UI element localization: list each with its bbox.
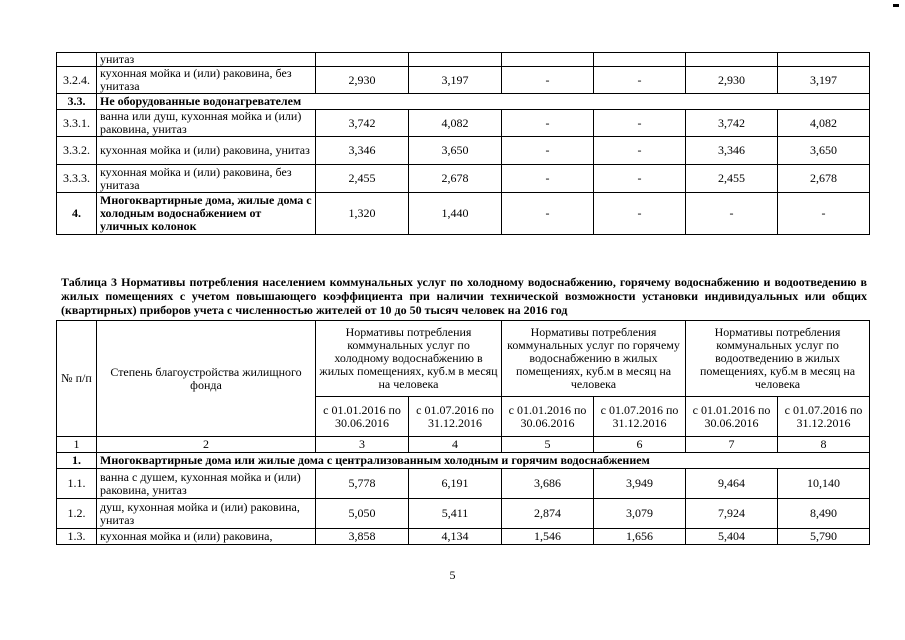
column-number: 2 xyxy=(97,437,316,453)
column-number: 6 xyxy=(594,437,686,453)
table-caption: Таблица 3 Нормативы потребления населением коммунальных услуг по холодному водоснабжению, горячему водоснабжению и водоотведению в жилых помещениях с учетом повышающего коэффициента при наличии технической возможности установки индивидуальных или общих (квартирных) приборов учета с численностью жителей от 10 до 50 тысяч человек на 2016 год xyxy=(61,275,867,317)
value-cell: 1,656 xyxy=(594,529,686,545)
row-desc: унитаз xyxy=(97,53,316,67)
value-cell: 6,191 xyxy=(409,469,502,499)
value-cell: - xyxy=(502,193,594,235)
row-num: 3.3. xyxy=(57,94,97,110)
value-cell: 2,874 xyxy=(502,499,594,529)
value-cell: 3,650 xyxy=(409,137,502,165)
value-cell: 2,930 xyxy=(316,67,409,94)
table-row xyxy=(57,67,870,94)
row-desc: ванна или душ, кухонная мойка и (или) раковина, унитаз xyxy=(97,110,316,137)
value-cell: - xyxy=(594,137,686,165)
value-cell: - xyxy=(778,193,870,235)
table-row xyxy=(57,529,870,545)
value-cell: 2,455 xyxy=(686,165,778,193)
table-row xyxy=(57,53,870,67)
value-cell: - xyxy=(594,165,686,193)
value-cell: 4,082 xyxy=(409,110,502,137)
row-desc: душ, кухонная мойка и (или) раковина, унитаз xyxy=(97,499,316,529)
scan-mark xyxy=(893,4,899,7)
value-cell xyxy=(594,53,686,67)
section-row xyxy=(57,453,870,469)
period-cell: с 01.07.2016 по 31.12.2016 xyxy=(409,397,502,437)
row-desc: кухонная мойка и (или) раковина, без унитаза xyxy=(97,67,316,94)
table-row xyxy=(57,499,870,529)
header-drainage: Нормативы потребления коммунальных услуг по водоотведению в жилых помещениях, куб.м в месяц на человека xyxy=(686,321,870,397)
row-desc: кухонная мойка и (или) раковина, xyxy=(97,529,316,545)
period-cell: с 01.07.2016 по 31.12.2016 xyxy=(778,397,870,437)
value-cell: 3,346 xyxy=(686,137,778,165)
header-cold-water: Нормативы потребления коммунальных услуг по холодному водоснабжению в жилых помещениях, куб.м в месяц на человека xyxy=(316,321,502,397)
row-num: 3.3.3. xyxy=(57,165,97,193)
value-cell: 3,742 xyxy=(686,110,778,137)
value-cell: - xyxy=(594,110,686,137)
header-desc: Степень благоустройства жилищного фонда xyxy=(97,321,316,437)
value-cell xyxy=(502,53,594,67)
header-num: № п/п xyxy=(57,321,97,437)
value-cell: 8,490 xyxy=(778,499,870,529)
value-cell xyxy=(778,53,870,67)
section-title: Многоквартирные дома или жилые дома с централизованным холодным и горячим водоснабжением xyxy=(97,453,870,469)
header-row xyxy=(57,321,870,397)
row-desc: ванна с душем, кухонная мойка и (или) раковина, унитаз xyxy=(97,469,316,499)
value-cell: 3,346 xyxy=(316,137,409,165)
page-number: 5 xyxy=(449,568,456,582)
period-cell: с 01.01.2016 по 30.06.2016 xyxy=(686,397,778,437)
value-cell: - xyxy=(502,137,594,165)
value-cell: 1,440 xyxy=(409,193,502,235)
value-cell: 3,079 xyxy=(594,499,686,529)
value-cell: 10,140 xyxy=(778,469,870,499)
section-title: Не оборудованные водонагревателем xyxy=(97,94,870,110)
table-row xyxy=(57,137,870,165)
value-cell xyxy=(686,53,778,67)
table-row xyxy=(57,110,870,137)
column-number: 8 xyxy=(778,437,870,453)
value-cell: - xyxy=(502,110,594,137)
row-desc: Многоквартирные дома, жилые дома с холодным водоснабжением от уличных колонок xyxy=(97,193,316,235)
column-number: 3 xyxy=(316,437,409,453)
row-num: 4. xyxy=(57,193,97,235)
column-number: 1 xyxy=(57,437,97,453)
value-cell: - xyxy=(502,165,594,193)
header-hot-water: Нормативы потребления коммунальных услуг по горячему водоснабжению в жилых помещениях, куб.м в месяц на человека xyxy=(502,321,686,397)
row-num: 3.3.1. xyxy=(57,110,97,137)
value-cell: - xyxy=(502,67,594,94)
value-cell: 2,455 xyxy=(316,165,409,193)
value-cell: 7,924 xyxy=(686,499,778,529)
table-continuation xyxy=(56,52,870,235)
row-num: 1.3. xyxy=(57,529,97,545)
row-desc: кухонная мойка и (или) раковина, унитаз xyxy=(97,137,316,165)
value-cell: 2,930 xyxy=(686,67,778,94)
value-cell: 2,678 xyxy=(409,165,502,193)
value-cell: 3,742 xyxy=(316,110,409,137)
row-desc: кухонная мойка и (или) раковина, без унитаза xyxy=(97,165,316,193)
column-numbers-row xyxy=(57,437,870,453)
value-cell: 1,546 xyxy=(502,529,594,545)
value-cell: 3,949 xyxy=(594,469,686,499)
column-number: 7 xyxy=(686,437,778,453)
value-cell: 3,197 xyxy=(409,67,502,94)
row-num: 3.3.2. xyxy=(57,137,97,165)
value-cell: 4,082 xyxy=(778,110,870,137)
value-cell: 3,197 xyxy=(778,67,870,94)
period-cell: с 01.07.2016 по 31.12.2016 xyxy=(594,397,686,437)
row-num: 1.1. xyxy=(57,469,97,499)
table-row xyxy=(57,94,870,110)
value-cell: 5,778 xyxy=(316,469,409,499)
table-row xyxy=(57,165,870,193)
value-cell xyxy=(316,53,409,67)
value-cell: 5,404 xyxy=(686,529,778,545)
row-num: 3.2.4. xyxy=(57,67,97,94)
section-num: 1. xyxy=(57,453,97,469)
value-cell: - xyxy=(686,193,778,235)
table-row xyxy=(57,469,870,499)
value-cell: 4,134 xyxy=(409,529,502,545)
value-cell: 5,050 xyxy=(316,499,409,529)
row-num: 1.2. xyxy=(57,499,97,529)
value-cell: 9,464 xyxy=(686,469,778,499)
value-cell: 5,790 xyxy=(778,529,870,545)
column-number: 4 xyxy=(409,437,502,453)
period-cell: с 01.01.2016 по 30.06.2016 xyxy=(502,397,594,437)
row-num xyxy=(57,53,97,67)
table-row xyxy=(57,193,870,235)
value-cell xyxy=(409,53,502,67)
value-cell: 1,320 xyxy=(316,193,409,235)
column-number: 5 xyxy=(502,437,594,453)
value-cell: - xyxy=(594,67,686,94)
value-cell: 3,858 xyxy=(316,529,409,545)
value-cell: 5,411 xyxy=(409,499,502,529)
value-cell: 3,650 xyxy=(778,137,870,165)
value-cell: 2,678 xyxy=(778,165,870,193)
value-cell: 3,686 xyxy=(502,469,594,499)
period-cell: с 01.01.2016 по 30.06.2016 xyxy=(316,397,409,437)
value-cell: - xyxy=(594,193,686,235)
table-3 xyxy=(56,320,870,545)
